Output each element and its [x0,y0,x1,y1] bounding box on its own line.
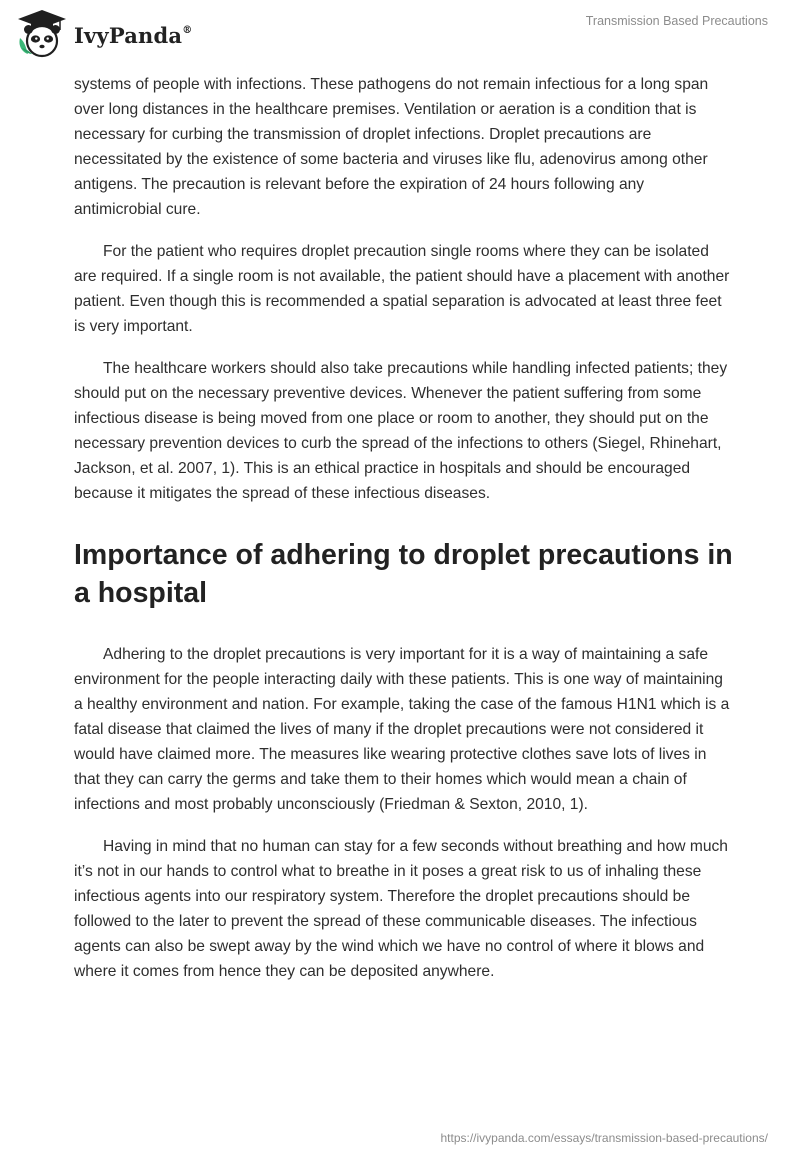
paragraph: Adhering to the droplet precautions is very important for it is a way of maintaining a safe environment for the people interacting daily with these patients. This is one way of maintaining a healthy environment and nation. For example, taking the case of the famous H1N1 which is a fatal disease that claimed the lives of many if the droplet precautions were not considered it would have claimed more. The measures like wearing protective clothes save lots of lives in that they can carry the germs and take them to their homes which would mean a chain of infections and most probably unconsciously (Friedman & Sexton, 2010, 1). [74,646,730,813]
section-heading: Importance of adhering to droplet precautions in a hospital [74,539,733,609]
source-url[interactable]: https://ivypanda.com/essays/transmission-based-precautions/ [440,1131,768,1145]
essay-content [74,72,734,1001]
ivypanda-logo[interactable] [14,8,192,60]
brand-name: IvyPanda® [74,22,193,48]
panda-graduation-cap-icon [14,8,70,60]
paragraph: Having in mind that no human can stay for a few seconds without breathing and how much it’s not in our hands to control what to breathe in it poses a great risk to us of inhaling these infectious agents into our respiratory system. Therefore the droplet precautions should be followed to the later to prevent the spread of these communicable diseases. The infectious agents can also be swept away by the wind which we have no control of where it blows and where it comes from hence they can be deposited anywhere. [74,838,728,980]
registered-mark: ® [182,24,193,36]
paragraph: For the patient who requires droplet precaution single rooms where they can be isolated are required. If a single room is not available, the patient should have a placement with another patient. Even though this is recommended a spatial separation is advocated at least three feet is very important. [74,243,730,335]
page-header [0,0,800,70]
paragraph: The healthcare workers should also take precautions while handling infected patients; they should put on the necessary preventive devices. Whenever the patient suffering from some infectious disease is being moved from one place or room to another, they should put on the necessary prevention devices to curb the spread of the infections to others (Siegel, Rhinehart, Jackson, et al. 2007, 1). This is an ethical practice in hospitals and should be encouraged because it mitigates the spread of these infectious diseases. [74,360,728,502]
paragraph: systems of people with infections. These pathogens do not remain infectious for a long span over long distances in the healthcare premises. Ventilation or aeration is a condition that is necessary for curbing the transmission of droplet infections. Droplet precautions are necessitated by the existence of some bacteria and viruses like flu, adenovirus among other antigens. The precaution is relevant before the expiration of 24 hours following any antimicrobial cure. [74,76,709,218]
document-title: Transmission Based Precautions [585,14,768,28]
